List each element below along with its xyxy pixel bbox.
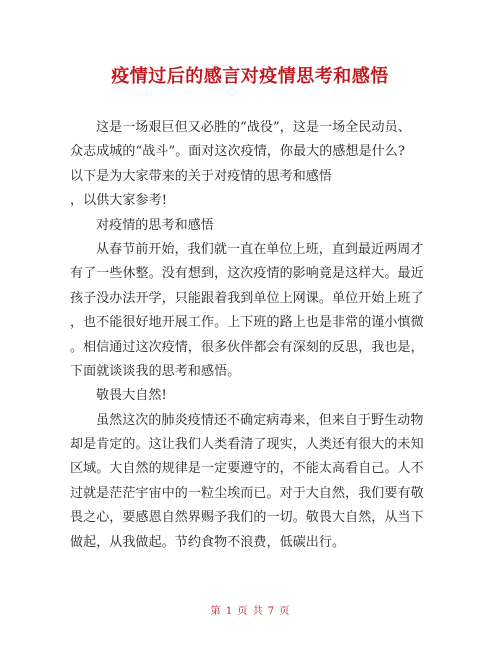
- page-footer: [0, 602, 500, 617]
- body-line: 。相信通过这次疫情，很多伙伴都会有深刻的反思，我也是，: [70, 339, 424, 355]
- body-line: ，也不能很好地开展工作。上下班的路上也是非常的谨小慎微: [70, 315, 424, 331]
- body-line: 以下是为大家带来的关于对疫情的思考和感悟: [70, 168, 333, 184]
- page-label-suffix: 页: [279, 606, 290, 617]
- body-line: 下面就谈谈我的思考和感悟。: [70, 363, 241, 379]
- page-label-mid: 页: [237, 606, 248, 617]
- body-line: ，以供大家参考!: [70, 193, 168, 209]
- page-number: 1: [225, 606, 233, 617]
- body-line: 众志成城的“战斗”。面对这次疫情，你最大的感想是什么?: [70, 144, 405, 160]
- document-title: 疫情过后的感言对疫情思考和感悟: [111, 66, 389, 87]
- body-line: 虽然这次的肺炎疫情还不确定病毒来，但来自于野生动物: [96, 412, 424, 428]
- body-line: 做起，从我做起。节约食物不浪费，低碳出行。: [70, 534, 346, 550]
- page-label-prefix: 第: [210, 606, 221, 617]
- section-heading: 对疫情的思考和感悟: [96, 217, 214, 233]
- body-line: 从春节前开始，我们就一直在单位上班，直到最近两周才: [96, 241, 424, 257]
- body-line: 却是肯定的。这让我们人类看清了现实，人类还有很大的未知: [70, 437, 424, 453]
- body-line: 有了一些休整。没有想到，这次疫情的影响竟是这样大。最近: [70, 266, 424, 282]
- body-line: 过就是茫茫宇宙中的一粒尘埃而已。对于大自然，我们要有敬: [70, 485, 424, 501]
- page-total: 7: [267, 606, 275, 617]
- document-body: [70, 116, 430, 555]
- body-line: 这是一场艰巨但又必胜的“战役”，这是一场全民动员、: [96, 120, 411, 135]
- body-line: 区域。大自然的规律是一定要遵守的，不能太高看自己。人不: [70, 461, 424, 477]
- body-line: 畏之心，要感恩自然界赐予我们的一切。敬畏大自然，从当下: [70, 510, 424, 526]
- page-total-prefix: 共: [252, 606, 263, 617]
- section-heading: 敬畏大自然!: [96, 388, 167, 404]
- body-line: 孩子没办法开学，只能跟着我到单位上网课。单位开始上班了: [70, 290, 424, 306]
